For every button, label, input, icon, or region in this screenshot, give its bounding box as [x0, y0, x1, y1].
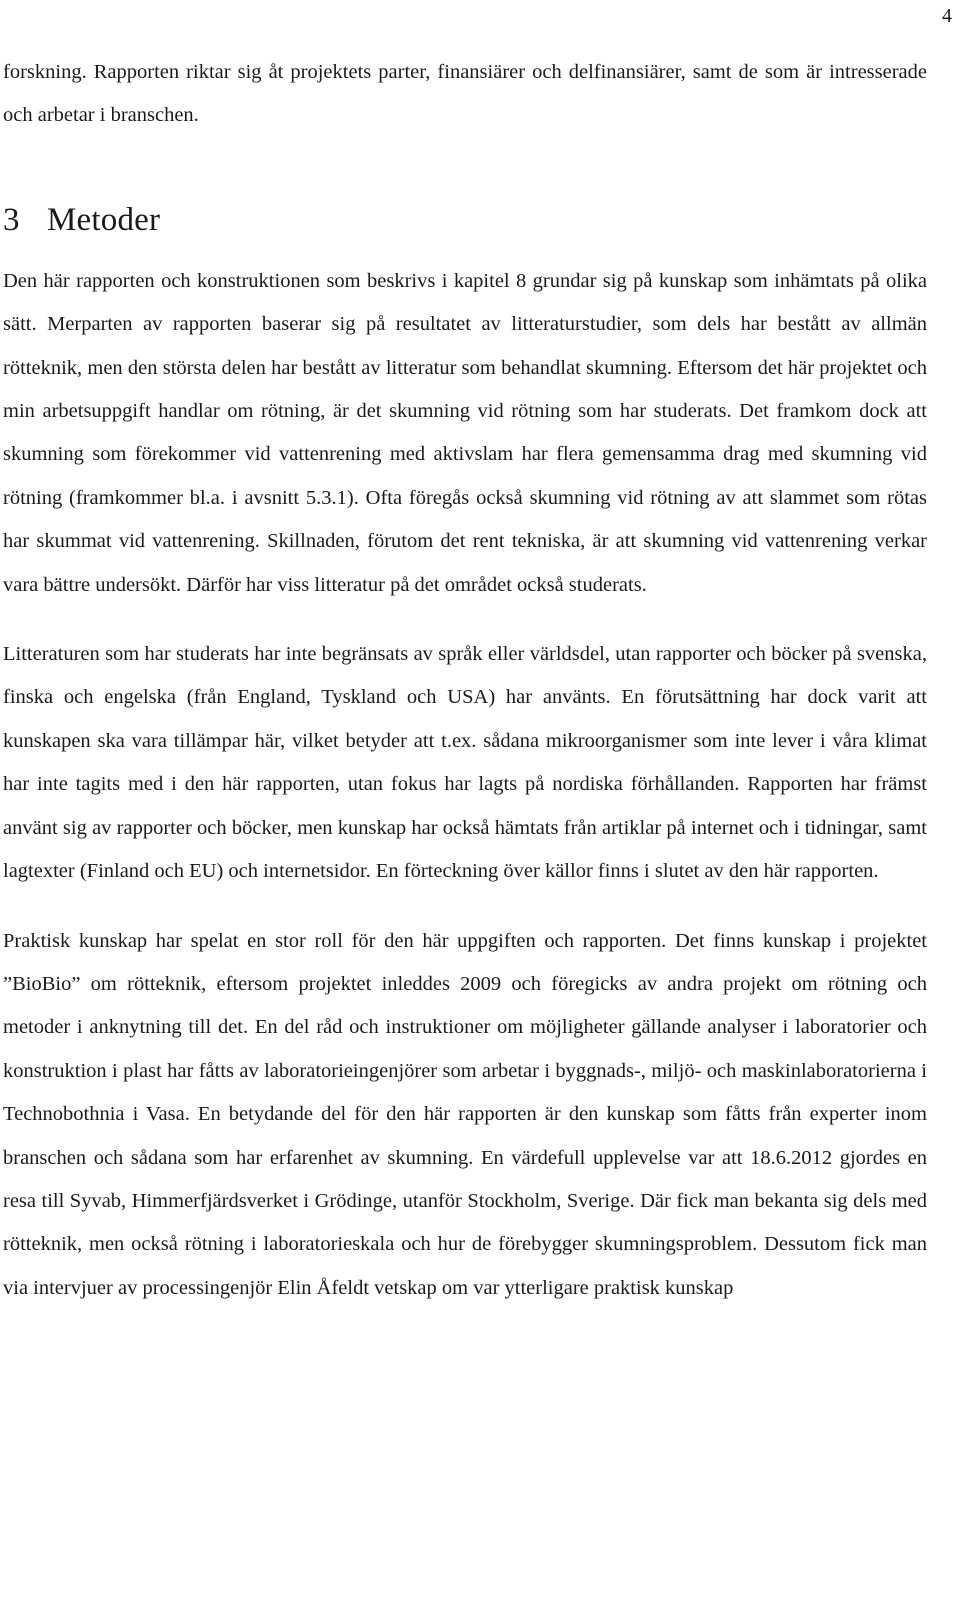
methods-paragraph-1: Den här rapporten och konstruktionen som beskrivs i kapitel 8 grundar sig på kunskap som inhämtats på olika sätt. Merparten av rapporten baserar sig på resultatet av litteraturstudier, som dels har bestått av allmän rötteknik, men den största delen har bestått av litteratur som behandlat skumning. Eftersom det här projektet och min arbetsuppgift handlar om rötning, är det skumning vid rötning som har studerats. Det framkom dock att skumning som förekommer vid vattenrening med aktivslam har flera gemensamma drag med skumning vid rötning (framkommer bl.a. i avsnitt 5.3.1). Ofta föregås också skumning vid rötning av att slammet som rötas har skummat vid vattenrening. Skillnaden, förutom det rent tekniska, är att skumning vid vattenrening verkar vara bättre undersökt. Därför har viss litteratur på det området också studerats. — [3, 269, 927, 596]
intro-paragraph: forskning. Rapporten riktar sig åt projektets parter, finansiärer och delfinansiärer, samt de som är intresserade och arbetar i branschen. — [3, 61, 927, 127]
section-title: Metoder — [47, 201, 161, 238]
methods-paragraph-2: Litteraturen som har studerats har inte begränsats av språk eller världsdel, utan rapporter och böcker på svenska, finska och engelska (från England, Tyskland och USA) har använts. En förutsättning har dock varit att kunskapen ska vara tillämpar här, vilket betyder att t.ex. sådana mikroorganismer som inte lever i våra klimat har inte tagits med i den här rapporten, utan fokus har lagts på nordiska förhållanden. Rapporten har främst använt sig av rapporter och böcker, men kunskap har också hämtats från artiklar på internet och i tidningar, samt lagtexter (Finland och EU) och internetsidor. En förteckning över källor finns i slutet av den här rapporten. — [3, 643, 927, 883]
section-number: 3 — [3, 201, 20, 238]
page-number: 4 — [942, 5, 952, 27]
document-body — [3, 51, 927, 1336]
section-heading — [3, 200, 927, 240]
methods-paragraph-3: Praktisk kunskap har spelat en stor roll för den här uppgiften och rapporten. Det finns kunskap i projektet ”BioBio” om rötteknik, eftersom projektet inleddes 2009 och föregicks av andra projekt om rötning och metoder i anknytning till det. En del råd och instruktioner om möjligheter gällande analyser i laboratorier och konstruktion i plast har fåtts av laboratorieingenjörer som arbetar i byggnads-, miljö- och maskinlaboratorierna i Technobothnia i Vasa. En betydande del för den här rapporten är den kunskap som fåtts från experter inom branschen och sådana som har erfarenhet av skumning. En värdefull upplevelse var att 18.6.2012 gjordes en resa till Syvab, Himmerfjärdsverket i Grödinge, utanför Stockholm, Sverige. Där fick man bekanta sig dels med rötteknik, men också rötning i laboratorieskala och hur de förebygger skumningsproblem. Dessutom fick man via intervjuer av processingenjör Elin Åfeldt vetskap om var ytterligare praktisk kunskap — [3, 929, 927, 1299]
